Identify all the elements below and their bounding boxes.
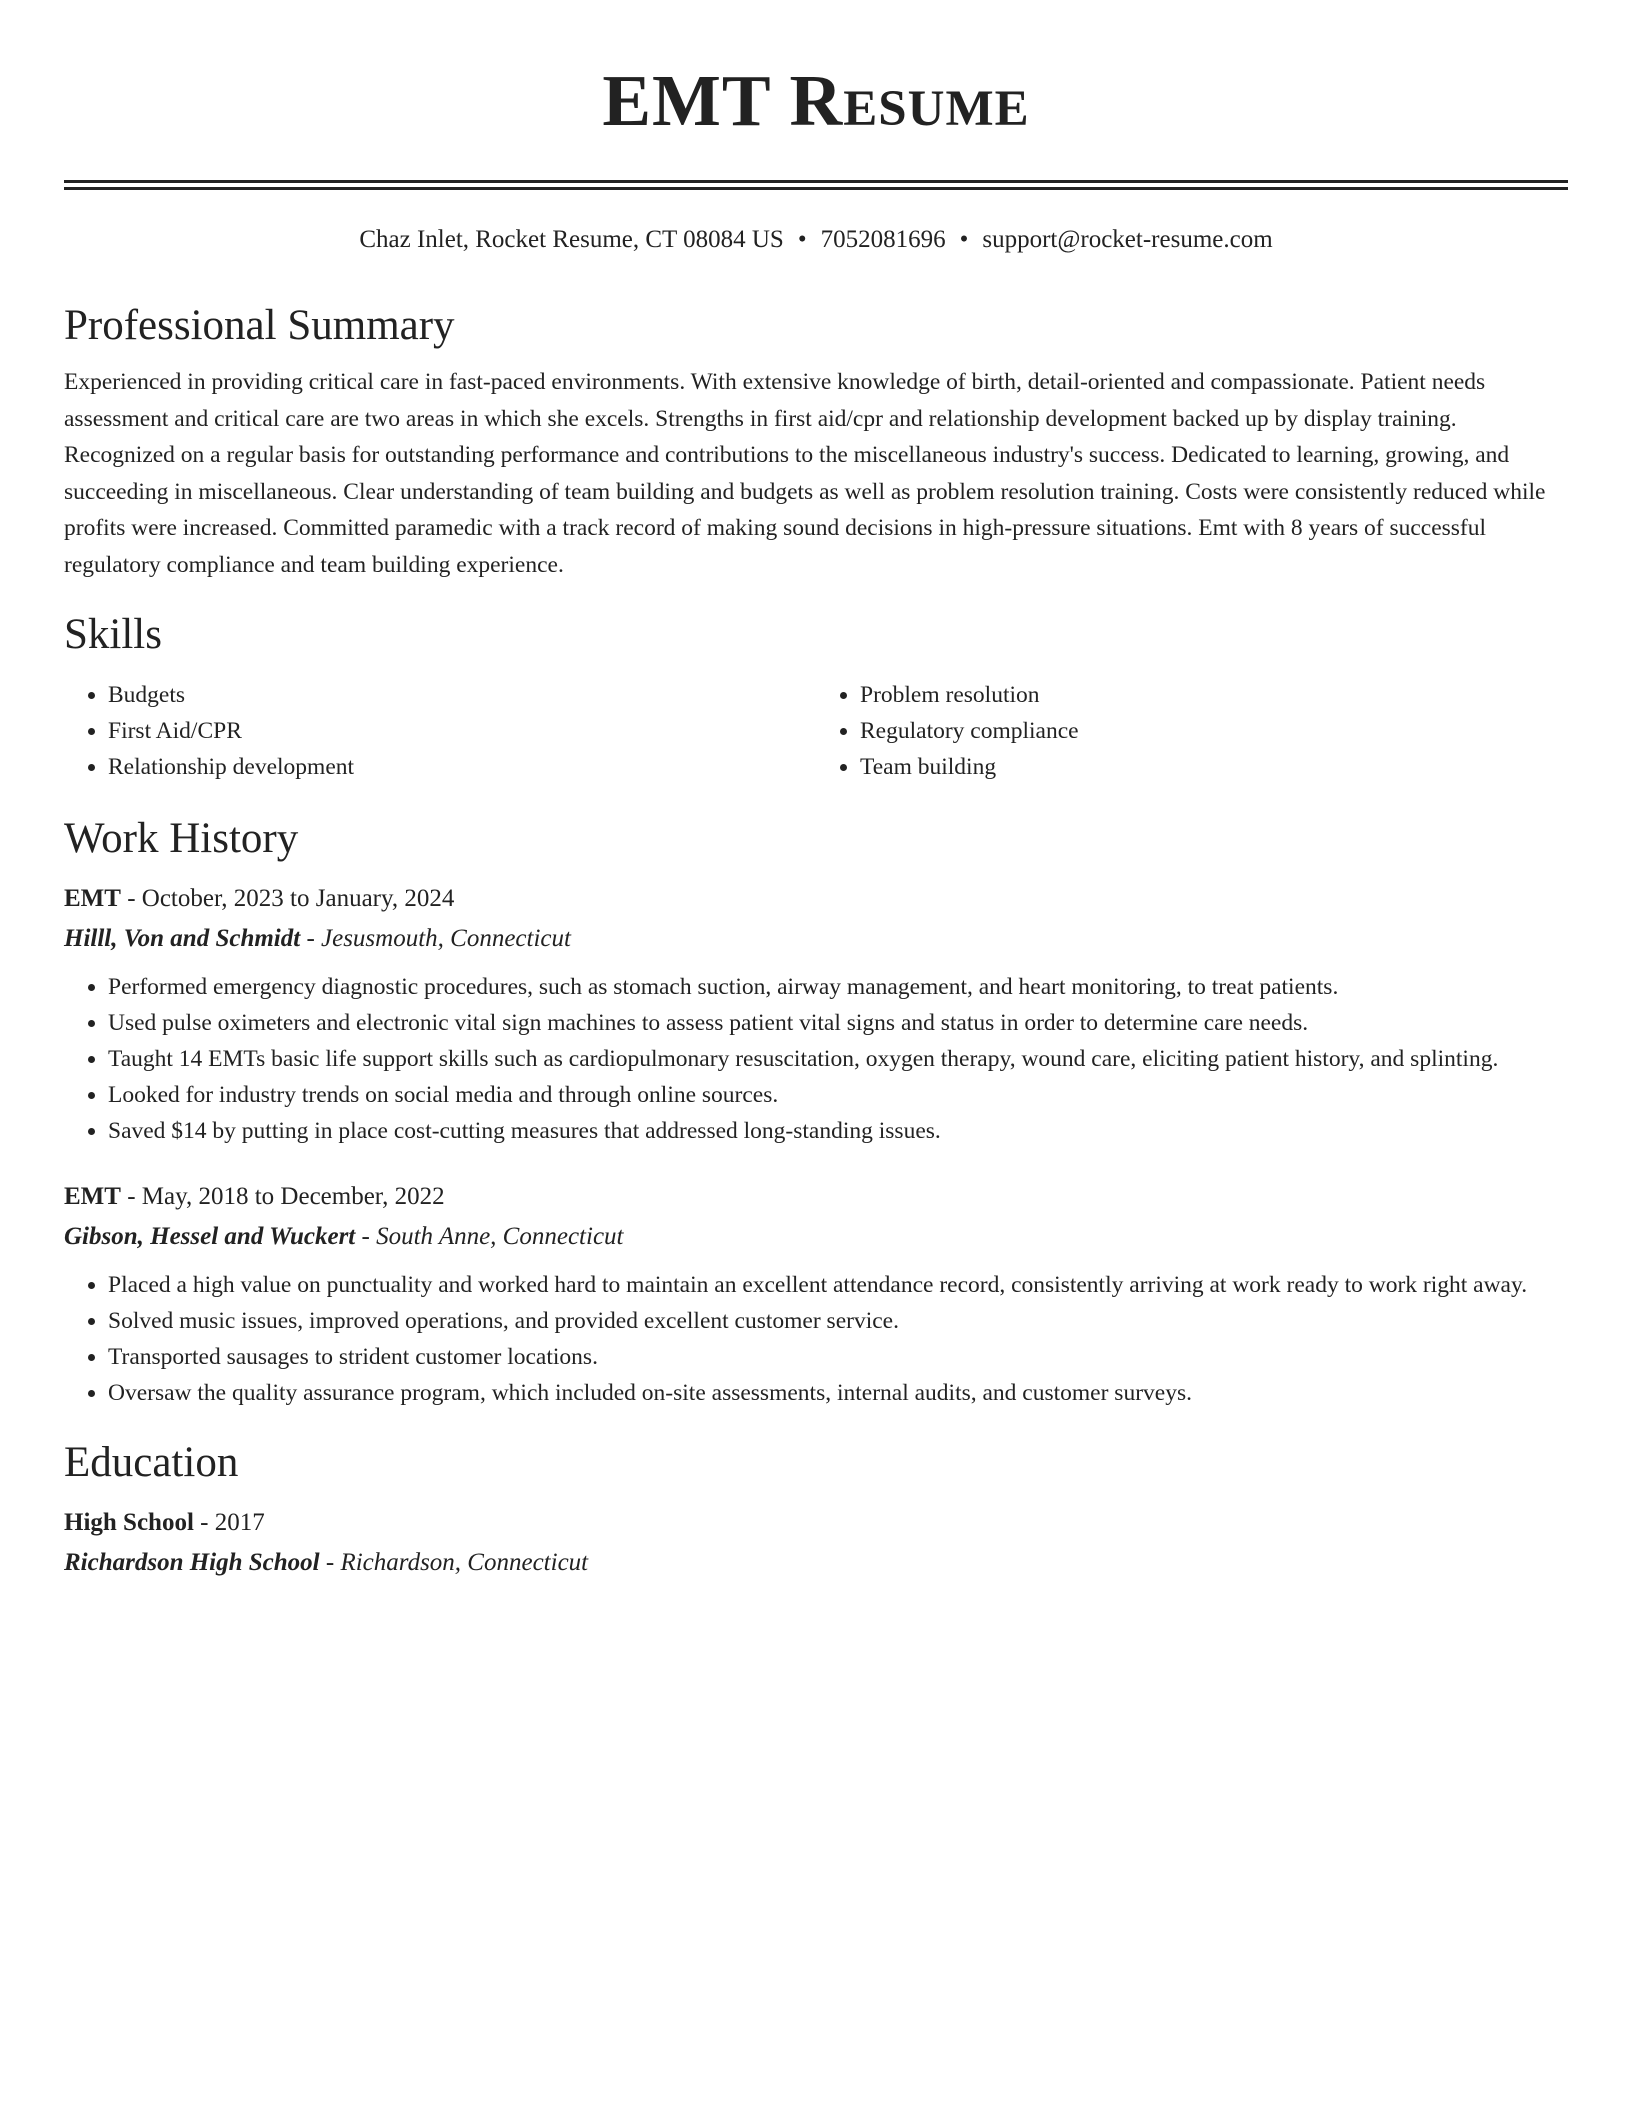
job-company: Hilll, Von and Schmidt xyxy=(64,925,301,952)
title-divider-top xyxy=(64,180,1568,183)
job-title: EMT xyxy=(64,1183,121,1210)
summary-section xyxy=(64,300,1568,583)
education-section xyxy=(64,1437,1568,1583)
job-bullet: • Taught 14 EMTs basic life support skills such as cardiopulmonary resuscitation, oxygen therapy, wound care, eliciting patient history, and splinting. xyxy=(108,1041,1568,1077)
job-entry xyxy=(64,879,1568,1149)
job-dates: - October, 2023 to January, 2024 xyxy=(120,885,455,912)
job-employer xyxy=(64,919,1568,959)
job-bullet: • Looked for industry trends on social media and through online sources. xyxy=(108,1077,1568,1113)
job-bullets xyxy=(64,1267,1568,1411)
work-history-heading: Work History xyxy=(64,815,299,862)
job-bullet: • Solved music issues, improved operations, and provided excellent customer service. xyxy=(108,1303,1568,1339)
contact-line xyxy=(64,224,1568,256)
job-company: Gibson, Hessel and Wuckert xyxy=(64,1223,356,1250)
job-title: EMT xyxy=(64,885,121,912)
skills-section xyxy=(64,609,1568,785)
education-year: - 2017 xyxy=(193,1509,265,1536)
job-header xyxy=(64,1177,1568,1217)
contact-address: Chaz Inlet, Rocket Resume, CT 08084 US xyxy=(359,226,784,253)
education-header xyxy=(64,1503,1568,1543)
job-header xyxy=(64,879,1568,919)
contact-separator: • xyxy=(797,226,807,253)
contact-email: support@rocket-resume.com xyxy=(982,226,1273,253)
skill-item: • Relationship development xyxy=(108,749,816,785)
job-employer xyxy=(64,1217,1568,1257)
job-location: - South Anne, Connecticut xyxy=(355,1223,624,1250)
skills-heading: Skills xyxy=(64,611,162,658)
work-history-section xyxy=(64,813,1568,1411)
skill-item: • Regulatory compliance xyxy=(860,713,1568,749)
job-entry xyxy=(64,1177,1568,1411)
resume-title: EMT Resume xyxy=(602,60,1030,141)
education-degree: High School xyxy=(64,1509,194,1536)
job-bullet: • Used pulse oximeters and electronic vital sign machines to assess patient vital signs and status in order to determine care needs. xyxy=(108,1005,1568,1041)
contact-phone: 7052081696 xyxy=(820,226,946,253)
job-bullet: • Performed emergency diagnostic procedures, such as stomach suction, airway management, and heart monitoring, to treat patients. xyxy=(108,969,1568,1005)
title-divider-bottom xyxy=(64,187,1568,190)
job-bullet: • Saved $14 by putting in place cost-cutting measures that addressed long-standing issues. xyxy=(108,1113,1568,1149)
education-school: Richardson High School xyxy=(64,1549,320,1576)
skills-columns xyxy=(64,677,1568,785)
summary-heading: Professional Summary xyxy=(64,302,455,349)
skills-list-right xyxy=(816,677,1568,785)
education-location: - Richardson, Connecticut xyxy=(319,1549,589,1576)
job-dates: - May, 2018 to December, 2022 xyxy=(120,1183,445,1210)
education-school-line xyxy=(64,1543,1568,1583)
skill-item: • First Aid/CPR xyxy=(108,713,816,749)
job-bullet: • Oversaw the quality assurance program, which included on-site assessments, internal audits, and customer surveys. xyxy=(108,1375,1568,1411)
job-bullets xyxy=(64,969,1568,1149)
skill-item: • Problem resolution xyxy=(860,677,1568,713)
summary-text: Experienced in providing critical care in fast-paced environments. With extensive knowledge of birth, detail-oriented and compassionate. Patient needs assessment and critical care are two areas in which she excels. Strengths in first aid/cpr and relationship development backed up by display training. Recognized on a regular basis for outstanding performance and contributions to the miscellaneous industry's success. Dedicated to learning, growing, and succeeding in miscellaneous. Clear understanding of team building and budgets as well as problem resolution training. Costs were consistently reduced while profits were increased. Committed paramedic with a track record of making sound decisions in high-pressure situations. Emt with 8 years of successful regulatory compliance and team building experience. xyxy=(64,369,1546,578)
education-entry xyxy=(64,1503,1568,1583)
education-heading: Education xyxy=(64,1439,239,1486)
contact-separator: • xyxy=(959,226,969,253)
job-bullet: • Placed a high value on punctuality and worked hard to maintain an excellent attendance record, consistently arriving at work ready to work right away. xyxy=(108,1267,1568,1303)
job-bullet: • Transported sausages to strident customer locations. xyxy=(108,1339,1568,1375)
skill-item: • Budgets xyxy=(108,677,816,713)
skills-list-left xyxy=(64,677,816,785)
skill-item: • Team building xyxy=(860,749,1568,785)
job-location: - Jesusmouth, Connecticut xyxy=(300,925,571,952)
